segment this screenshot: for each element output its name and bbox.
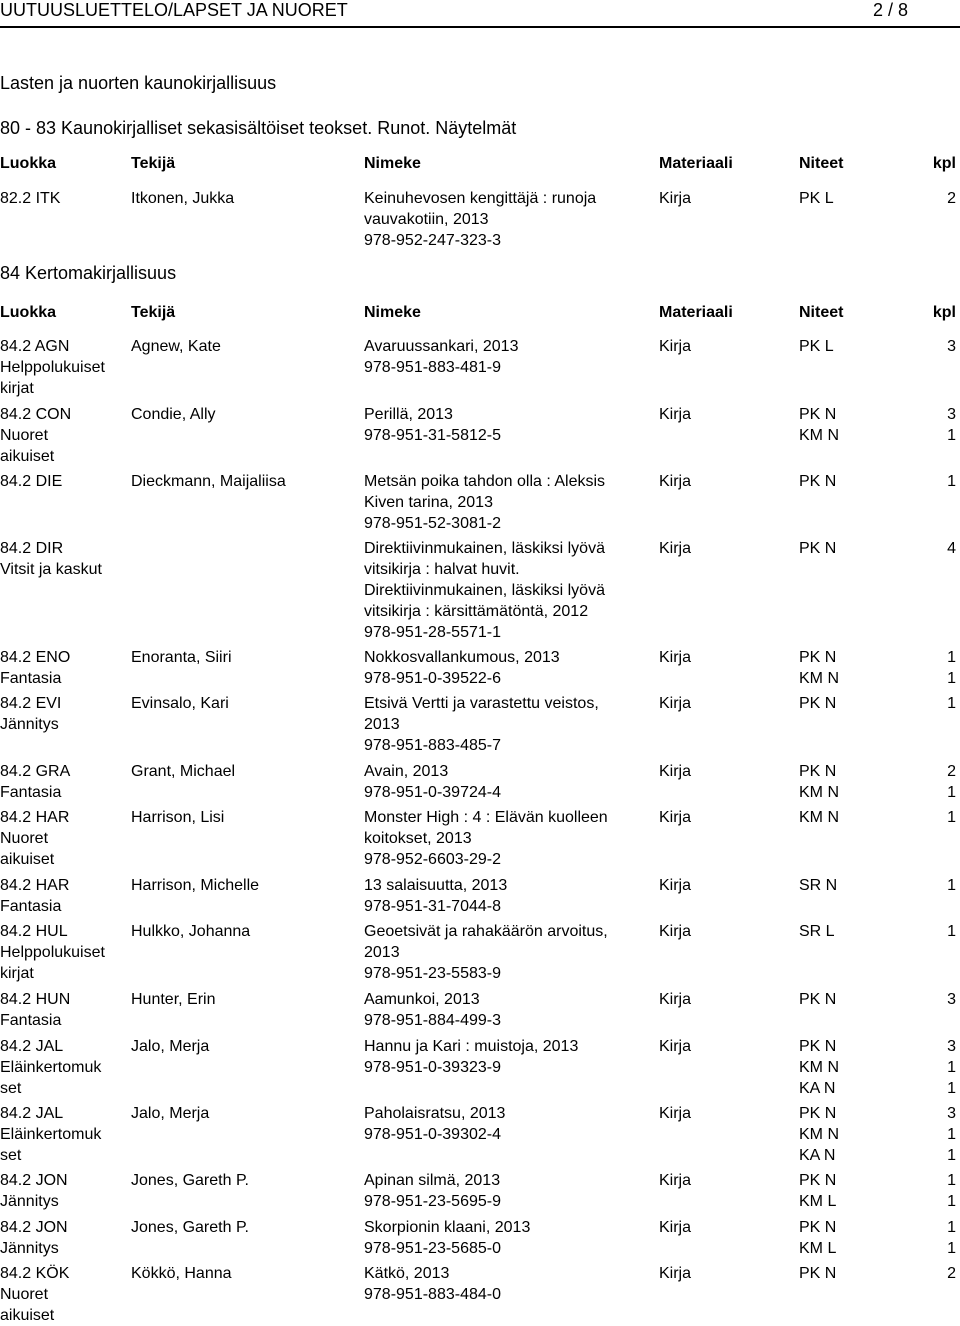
nimeke-cell-line: Avain, 2013 [364,763,449,780]
niteet-cell [799,1263,879,1284]
kpl-cell [900,1263,956,1284]
nimeke-cell [364,404,649,446]
niteet-cell-line: KM L [799,1193,837,1210]
luokka-cell [0,647,125,689]
kpl-cell-line: 1 [947,1193,956,1210]
nimeke-cell [364,1170,649,1212]
niteet-cell-line: PK N [799,406,837,423]
nimeke-cell-line: 978-951-883-485-7 [364,737,501,754]
nimeke-cell-line: 978-951-52-3081-2 [364,515,501,532]
niteet-cell-line: KA N [799,1147,836,1164]
nimeke-cell-line: Nokkosvallankumous, 2013 [364,649,560,666]
tekija-cell: Harrison, Michelle [131,877,260,894]
niteet-cell-line: PK N [799,649,837,666]
niteet-cell-line: KM N [799,784,839,801]
nimeke-cell-line: Avaruussankari, 2013 [364,338,519,355]
nimeke-cell-line: 978-952-247-323-3 [364,232,501,249]
nimeke-cell [364,693,649,756]
nimeke-cell [364,875,649,917]
luokka-cell-line: 84.2 HUN [0,991,71,1008]
niteet-cell-line: PK N [799,695,837,712]
nimeke-cell-line: Kätkö, 2013 [364,1265,450,1282]
luokka-cell-line: Jännitys [0,716,59,733]
nimeke-cell-line: 978-951-23-5695-9 [364,1193,501,1210]
nimeke-cell [364,538,649,643]
kpl-cell-line: 4 [947,540,956,557]
niteet-cell [799,188,879,209]
tekija-cell: Hulkko, Johanna [131,923,251,940]
niteet-cell-line: KM N [799,427,839,444]
niteet-cell [799,1217,879,1259]
niteet-cell-line: PK N [799,473,837,490]
niteet-cell [799,336,879,357]
niteet-cell-line: PK N [799,1172,837,1189]
kpl-cell [900,989,956,1010]
kpl-cell [900,761,956,803]
nimeke-cell [364,989,649,1031]
col-niteet: Niteet [799,304,844,321]
materiaali-cell: Kirja [659,1265,692,1282]
luokka-cell-line: aikuiset [0,1307,55,1324]
nimeke-cell-line: 978-951-884-499-3 [364,1012,501,1029]
kpl-cell [900,807,956,828]
luokka-cell [0,875,125,917]
luokka-cell [0,1170,125,1212]
luokka-cell [0,989,125,1031]
kpl-cell [900,1036,956,1099]
kpl-cell-line: 1 [947,877,956,894]
nimeke-cell-line: Apinan silmä, 2013 [364,1172,501,1189]
kpl-cell-line: 2 [947,190,956,207]
luokka-cell-line: 84.2 DIR [0,540,64,557]
luokka-cell [0,693,125,735]
luokka-cell-line: 84.2 JON [0,1172,68,1189]
materiaali-cell: Kirja [659,809,692,826]
luokka-cell-line: set [0,1147,22,1164]
luokka-cell-line: Fantasia [0,1012,62,1029]
nimeke-cell-line: Hannu ja Kari : muistoja, 2013 [364,1038,579,1055]
page-number: 2 / 8 [872,0,908,20]
materiaali-cell: Kirja [659,1172,692,1189]
kpl-cell-line: 1 [947,473,956,490]
luokka-cell-line: Fantasia [0,784,62,801]
tekija-cell: Harrison, Lisi [131,809,225,826]
niteet-cell-line: PK N [799,991,837,1008]
section-title: Lasten ja nuorten kaunokirjallisuus [0,73,277,93]
niteet-cell-line: PK N [799,763,837,780]
kpl-cell [900,647,956,689]
header-rule [0,26,960,28]
luokka-cell-line: Eläinkertomuk [0,1126,102,1143]
nimeke-cell-line: Direktiivinmukainen, läskiksi lyövä [364,540,605,557]
kpl-cell-line: 1 [947,1059,956,1076]
col-niteet: Niteet [799,155,844,172]
nimeke-cell-line: 978-951-0-39302-4 [364,1126,501,1143]
materiaali-cell: Kirja [659,473,692,490]
nimeke-cell-line: 978-951-31-5812-5 [364,427,501,444]
niteet-cell-line: SR L [799,923,835,940]
col-tekija: Tekijä [131,304,176,321]
col-tekija: Tekijä [131,155,176,172]
kpl-cell [900,693,956,714]
col-kpl: kpl [932,155,956,172]
materiaali-cell: Kirja [659,1219,692,1236]
nimeke-cell [364,647,649,689]
niteet-cell-line: PK N [799,1265,837,1282]
materiaali-cell: Kirja [659,649,692,666]
nimeke-cell [364,807,649,870]
niteet-cell [799,989,879,1010]
materiaali-cell: Kirja [659,1105,692,1122]
nimeke-cell-line: Etsivä Vertti ja varastettu veistos, [364,695,599,712]
materiaali-cell: Kirja [659,991,692,1008]
nimeke-cell-line: 978-952-6603-29-2 [364,851,501,868]
materiaali-cell: Kirja [659,190,692,207]
materiaali-cell: Kirja [659,338,692,355]
nimeke-cell-line: 978-951-31-7044-8 [364,898,501,915]
kpl-cell-line: 2 [947,763,956,780]
nimeke-cell-line: 978-951-23-5583-9 [364,965,501,982]
col-materiaali: Materiaali [659,155,733,172]
col-materiaali: Materiaali [659,304,733,321]
nimeke-cell [364,188,649,251]
kpl-cell-line: 1 [947,1126,956,1143]
nimeke-cell-line: 978-951-0-39323-9 [364,1059,501,1076]
nimeke-cell-line: Perillä, 2013 [364,406,453,423]
niteet-cell-line: PK N [799,540,837,557]
luokka-cell-line: 84.2 HAR [0,877,70,894]
luokka-cell-line: 84.2 JON [0,1219,68,1236]
luokka-cell-line: Jännitys [0,1240,59,1257]
luokka-cell-line: 84.2 CON [0,406,72,423]
col-nimeke: Nimeke [364,155,421,172]
kpl-cell-line: 1 [947,649,956,666]
tekija-cell: Enoranta, Siiri [131,649,232,666]
materiaali-cell: Kirja [659,877,692,894]
tekija-cell: Kökkö, Hanna [131,1265,232,1282]
luokka-cell-line: 84.2 JAL [0,1105,64,1122]
nimeke-cell-line: vitsikirja : kärsittämätöntä, 2012 [364,603,589,620]
niteet-cell-line: PK N [799,1038,837,1055]
tekija-cell: Jalo, Merja [131,1038,210,1055]
luokka-cell-line: Helppolukuiset [0,359,105,376]
kpl-cell [900,404,956,446]
materiaali-cell: Kirja [659,406,692,423]
nimeke-cell [364,1036,649,1078]
nimeke-cell [364,921,649,984]
niteet-cell [799,1103,879,1166]
nimeke-cell-line: vitsikirja : halvat huvit. [364,561,520,578]
tekija-cell: Agnew, Kate [131,338,221,355]
kpl-cell-line: 3 [947,406,956,423]
niteet-cell-line: KM N [799,809,839,826]
kpl-cell [900,336,956,357]
kpl-cell [900,921,956,942]
kpl-cell-line: 3 [947,1038,956,1055]
nimeke-cell [364,761,649,803]
subsection-title: 80 - 83 Kaunokirjalliset sekasisältöiset teokset. Runot. Näytelmät [0,118,517,138]
luokka-cell-line: 84.2 EVI [0,695,62,712]
niteet-cell [799,471,879,492]
nimeke-cell [364,1263,649,1305]
tekija-cell: Condie, Ally [131,406,216,423]
kpl-cell [900,1170,956,1212]
luokka-cell-line: Fantasia [0,898,62,915]
nimeke-cell-line: Monster High : 4 : Elävän kuolleen [364,809,608,826]
luokka-cell [0,761,125,803]
niteet-cell-line: SR N [799,877,838,894]
niteet-cell [799,807,879,828]
tekija-cell: Jones, Gareth P. [131,1219,249,1236]
page-header [0,0,960,24]
nimeke-cell-line: 978-951-0-39724-4 [364,784,501,801]
nimeke-cell [364,336,649,378]
niteet-cell [799,761,879,803]
nimeke-cell [364,1103,649,1145]
materiaali-cell: Kirja [659,1038,692,1055]
luokka-cell-line: kirjat [0,965,34,982]
luokka-cell [0,471,125,492]
niteet-cell [799,1170,879,1212]
nimeke-cell-line: Keinuhevosen kengittäjä : runoja [364,190,597,207]
niteet-cell-line: PK L [799,190,834,207]
kpl-cell-line: 3 [947,338,956,355]
col-nimeke: Nimeke [364,304,421,321]
nimeke-cell-line: 2013 [364,716,400,733]
materiaali-cell: Kirja [659,695,692,712]
luokka-cell-line: 84.2 HUL [0,923,68,940]
luokka-cell-line: Nuoret [0,1286,49,1303]
nimeke-cell-line: 13 salaisuutta, 2013 [364,877,508,894]
nimeke-cell [364,1217,649,1259]
luokka-cell-line: 84.2 GRA [0,763,71,780]
kpl-cell [900,471,956,492]
tekija-cell: Grant, Michael [131,763,236,780]
luokka-cell-line: 84.2 HAR [0,809,70,826]
nimeke-cell-line: Metsän poika tahdon olla : Aleksis [364,473,606,490]
kpl-cell [900,875,956,896]
niteet-cell [799,538,879,559]
nimeke-cell-line: 978-951-883-481-9 [364,359,501,376]
kpl-cell-line: 1 [947,695,956,712]
niteet-cell [799,1036,879,1099]
luokka-cell-line: Helppolukuiset [0,944,105,961]
tekija-cell: Evinsalo, Kari [131,695,229,712]
luokka-cell [0,1103,125,1166]
kpl-cell-line: 1 [947,1172,956,1189]
tekija-cell: Jalo, Merja [131,1105,210,1122]
col-luokka: Luokka [0,155,57,172]
niteet-cell [799,404,879,446]
luokka-cell-line: kirjat [0,380,34,397]
luokka-cell [0,807,125,870]
nimeke-cell [364,471,649,534]
luokka-cell [0,921,125,984]
niteet-cell-line: KM L [799,1240,837,1257]
luokka-cell-line: Fantasia [0,670,62,687]
nimeke-cell-line: Paholaisratsu, 2013 [364,1105,506,1122]
kpl-cell [900,538,956,559]
tekija-cell: Jones, Gareth P. [131,1172,249,1189]
luokka-cell-line: set [0,1080,22,1097]
luokka-cell [0,1217,125,1259]
niteet-cell-line: PK N [799,1105,837,1122]
kpl-cell-line: 1 [947,427,956,444]
kpl-cell-line: 1 [947,1080,956,1097]
tekija-cell: Dieckmann, Maijaliisa [131,473,286,490]
niteet-cell-line: KA N [799,1080,836,1097]
kpl-cell-line: 1 [947,670,956,687]
luokka-cell-line: Nuoret [0,830,49,847]
kpl-cell [900,1103,956,1166]
kpl-cell-line: 3 [947,991,956,1008]
materiaali-cell: Kirja [659,763,692,780]
luokka-cell [0,188,125,209]
tekija-cell: Hunter, Erin [131,991,216,1008]
luokka-cell-line: aikuiset [0,448,55,465]
luokka-cell-line: aikuiset [0,851,55,868]
kpl-cell-line: 3 [947,1105,956,1122]
luokka-cell-line: 84.2 DIE [0,473,63,490]
materiaali-cell: Kirja [659,923,692,940]
nimeke-cell-line: 978-951-883-484-0 [364,1286,501,1303]
luokka-cell [0,538,125,580]
luokka-cell-line: 82.2 ITK [0,190,61,207]
luokka-cell-line: 84.2 JAL [0,1038,64,1055]
niteet-cell-line: PK N [799,1219,837,1236]
nimeke-cell-line: Geoetsivät ja rahakäärön arvoitus, [364,923,608,940]
luokka-cell [0,1036,125,1099]
nimeke-cell-line: Skorpionin klaani, 2013 [364,1219,531,1236]
niteet-cell [799,693,879,714]
kpl-cell-line: 1 [947,1147,956,1164]
luokka-cell [0,1263,125,1326]
niteet-cell [799,921,879,942]
col-luokka: Luokka [0,304,57,321]
materiaali-cell: Kirja [659,540,692,557]
kpl-cell-line: 1 [947,809,956,826]
subsection2-title: 84 Kertomakirjallisuus [0,263,177,283]
kpl-cell-line: 1 [947,923,956,940]
luokka-cell-line: 84.2 AGN [0,338,70,355]
luokka-cell-line: Nuoret [0,427,49,444]
niteet-cell-line: KM N [799,1126,839,1143]
kpl-cell-line: 1 [947,784,956,801]
niteet-cell-line: PK L [799,338,834,355]
tekija-cell: Itkonen, Jukka [131,190,235,207]
kpl-cell [900,1217,956,1259]
nimeke-cell-line: Direktiivinmukainen, läskiksi lyövä [364,582,605,599]
kpl-cell-line: 1 [947,1219,956,1236]
luokka-cell-line: Vitsit ja kaskut [0,561,102,578]
kpl-cell-line: 2 [947,1265,956,1282]
nimeke-cell-line: 978-951-23-5685-0 [364,1240,501,1257]
nimeke-cell-line: 2013 [364,944,400,961]
niteet-cell [799,875,879,896]
luokka-cell-line: Eläinkertomuk [0,1059,102,1076]
luokka-cell-line: 84.2 ENO [0,649,71,666]
col-kpl: kpl [932,304,956,321]
luokka-cell-line: 84.2 KÖK [0,1265,70,1282]
niteet-cell-line: KM N [799,670,839,687]
luokka-cell [0,336,125,399]
luokka-cell-line: Jännitys [0,1193,59,1210]
nimeke-cell-line: koitokset, 2013 [364,830,472,847]
nimeke-cell-line: 978-951-0-39522-6 [364,670,501,687]
kpl-cell [900,188,956,209]
nimeke-cell-line: Aamunkoi, 2013 [364,991,480,1008]
luokka-cell [0,404,125,467]
kpl-cell-line: 1 [947,1240,956,1257]
niteet-cell-line: KM N [799,1059,839,1076]
nimeke-cell-line: Kiven tarina, 2013 [364,494,493,511]
nimeke-cell-line: 978-951-28-5571-1 [364,624,501,641]
document-title: UUTUUSLUETTELO/LAPSET JA NUORET [0,0,348,20]
niteet-cell [799,647,879,689]
nimeke-cell-line: vauvakotiin, 2013 [364,211,489,228]
